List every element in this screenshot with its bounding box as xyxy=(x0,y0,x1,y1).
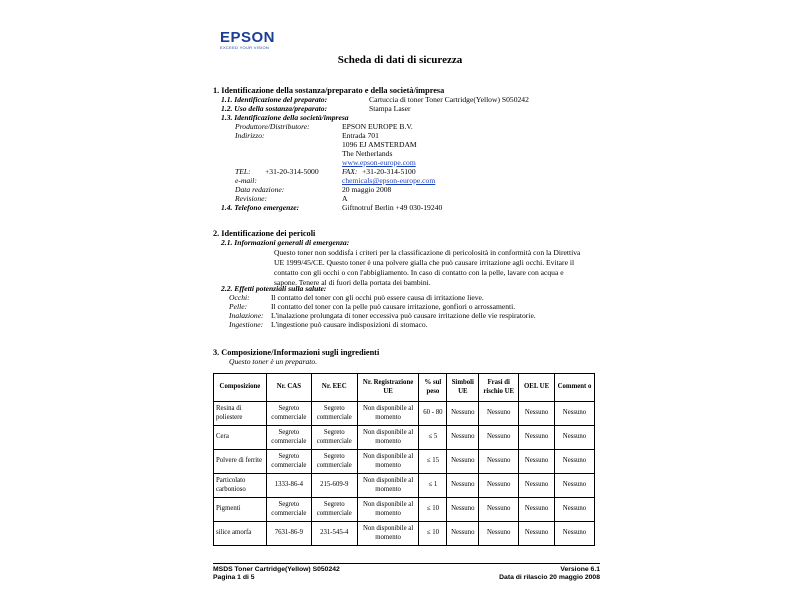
s12-value: Stampa Laser xyxy=(369,104,411,113)
table-cell: Nessuno xyxy=(479,402,519,426)
table-cell: Segreto commerciale xyxy=(311,402,357,426)
table-cell: Non disponibile al momento xyxy=(357,498,419,522)
section3-subtitle: Questo toner è un preparato. xyxy=(229,357,318,366)
section2-heading: 2. Identificazione dei pericoli xyxy=(213,229,316,238)
table-cell: Nessuno xyxy=(447,450,479,474)
table-row xyxy=(214,450,595,474)
table-cell: ≤ 1 xyxy=(419,474,447,498)
table-row xyxy=(214,498,595,522)
effect-skin-text: Il contatto del toner con la pelle può causare irritazione, gonfiori o arrossamenti. xyxy=(271,302,516,311)
table-cell: Pigmenti xyxy=(214,498,267,522)
table-cell: Nessuno xyxy=(519,450,555,474)
header-cell: Nr. Registrazione UE xyxy=(357,374,419,402)
table-cell: Nessuno xyxy=(555,498,595,522)
table-cell: ≤ 10 xyxy=(419,498,447,522)
fax-value: +31-20-314-5100 xyxy=(362,167,416,176)
table-cell: Non disponibile al momento xyxy=(357,426,419,450)
table-cell: Nessuno xyxy=(447,498,479,522)
address-line-3: The Netherlands xyxy=(342,149,393,158)
table-cell: Nessuno xyxy=(519,426,555,450)
s14-label: 1.4. Telefono emergenze: xyxy=(221,203,300,212)
table-cell: Non disponibile al momento xyxy=(357,474,419,498)
table-cell: Nessuno xyxy=(479,498,519,522)
producer-label: Produttore/Distributore: xyxy=(235,122,310,131)
table-cell: Cera xyxy=(214,426,267,450)
s21-line-4: sapone. Tenere al di fuori della portata dei bambini. xyxy=(274,278,431,287)
table-cell: Nessuno xyxy=(555,402,595,426)
tel-label: TEL: xyxy=(235,167,251,176)
table-cell: Segreto commerciale xyxy=(311,426,357,450)
table-cell: Nessuno xyxy=(555,474,595,498)
table-cell: Segreto commerciale xyxy=(311,450,357,474)
s14-value: Giftnotruf Berlin +49 030-19240 xyxy=(342,203,443,212)
date-value: 20 maggio 2008 xyxy=(342,185,392,194)
table-cell: Nessuno xyxy=(519,498,555,522)
table-cell: Nessuno xyxy=(447,426,479,450)
table-cell: Segreto commerciale xyxy=(266,498,311,522)
header-cell: % sul peso xyxy=(419,374,447,402)
s21-label: 2.1. Informazioni generali di emergenza: xyxy=(221,238,350,247)
effect-ingestion-label: Ingestione: xyxy=(229,320,264,329)
table-cell: 1333-86-4 xyxy=(266,474,311,498)
effect-eyes-text: Il contatto del toner con gli occhi può essere causa di irritazione lieve. xyxy=(271,293,484,302)
composition-table xyxy=(213,373,595,546)
table-cell: Non disponibile al momento xyxy=(357,402,419,426)
table-cell: ≤ 5 xyxy=(419,426,447,450)
footer-version: Versione 6.1 xyxy=(560,566,600,573)
table-row xyxy=(214,426,595,450)
table-cell: Nessuno xyxy=(447,474,479,498)
table-cell: Nessuno xyxy=(479,474,519,498)
logo-tagline: EXCEED YOUR VISION xyxy=(220,45,270,50)
document-title: Scheda di dati di sicurezza xyxy=(337,54,463,66)
table-cell: Nessuno xyxy=(479,522,519,546)
effect-ingestion-text: L'ingestione può causare indisposizioni di stomaco. xyxy=(271,320,428,329)
table-cell: Non disponibile al momento xyxy=(357,522,419,546)
s13-label: 1.3. Identificazione della società/impresa xyxy=(221,113,349,122)
revision-label: Revisione: xyxy=(235,194,268,203)
s21-line-3: contatto con gli occhi o con l'abbigliamento. In caso di contatto con la pelle, lavare con acqua e xyxy=(274,268,564,277)
table-cell: 60 - 80 xyxy=(419,402,447,426)
s21-line-1: Questo toner non soddisfa i criteri per la classificazione di pericolosità in conformità con la Direttiva xyxy=(274,248,581,257)
table-cell: silice amorfa xyxy=(214,522,267,546)
footer-page-number: Pagina 1 di 5 xyxy=(213,574,255,581)
footer-release-date: Data di rilascio 20 maggio 2008 xyxy=(499,574,600,581)
table-cell: Nessuno xyxy=(479,426,519,450)
header-cell: Simboli UE xyxy=(447,374,479,402)
table-cell: Nessuno xyxy=(555,450,595,474)
table-cell: Nessuno xyxy=(519,522,555,546)
effect-eyes-label: Occhi: xyxy=(229,293,250,302)
email-link[interactable]: chemicals@epson-europe.com xyxy=(342,176,436,185)
revision-value: A xyxy=(342,194,348,203)
tel-value: +31-20-314-5000 xyxy=(265,167,319,176)
header-cell: OEL UE xyxy=(519,374,555,402)
header-cell: Comment o xyxy=(555,374,595,402)
section1-heading: 1. Identificazione della sostanza/preparato e della società/impresa xyxy=(213,86,445,95)
table-cell: Particolato carbonioso xyxy=(214,474,267,498)
table-cell: Segreto commerciale xyxy=(311,498,357,522)
address-line-1: Entrada 701 xyxy=(342,131,379,140)
header-cell: Composizione xyxy=(214,374,267,402)
s22-label: 2.2. Effetti potenziali sulla salute: xyxy=(221,284,327,293)
header-cell: Nr. EEC xyxy=(311,374,357,402)
header-cell: Nr. CAS xyxy=(266,374,311,402)
table-row xyxy=(214,402,595,426)
producer-value: EPSON EUROPE B.V. xyxy=(342,122,413,131)
section3-heading: 3. Composizione/Informazioni sugli ingredienti xyxy=(213,348,380,357)
table-row xyxy=(214,474,595,498)
s11-value: Cartuccia di toner Toner Cartridge(Yellow) S050242 xyxy=(369,95,529,104)
table-cell: Polvere di ferrite xyxy=(214,450,267,474)
s11-label: 1.1. Identificazione del preparato: xyxy=(221,95,328,104)
table-header-row xyxy=(214,374,595,402)
table-cell: Non disponibile al momento xyxy=(357,450,419,474)
website-link[interactable]: www.epson-europe.com xyxy=(342,158,416,167)
table-cell: Nessuno xyxy=(555,522,595,546)
table-cell: Resina di poliestere xyxy=(214,402,267,426)
table-cell: 231-545-4 xyxy=(311,522,357,546)
table-cell: ≤ 10 xyxy=(419,522,447,546)
table-cell: Nessuno xyxy=(447,522,479,546)
logo-wordmark: EPSON xyxy=(220,29,276,46)
table-cell: Segreto commerciale xyxy=(266,402,311,426)
table-row xyxy=(214,522,595,546)
table-cell: Segreto commerciale xyxy=(266,426,311,450)
footer-rule xyxy=(213,563,600,564)
s12-label: 1.2. Uso della sostanza/preparato: xyxy=(221,104,328,113)
effect-inhalation-text: L'inalazione prolungata di toner eccessiva può causare irritazione delle vie respiratorie. xyxy=(271,311,536,320)
effect-inhalation-label: Inalazione: xyxy=(229,311,264,320)
table-cell: Nessuno xyxy=(519,474,555,498)
header-cell: Frasi di rischio UE xyxy=(479,374,519,402)
epson-logo xyxy=(220,30,275,50)
s21-line-2: UE 1999/45/CE. Questo toner è una polvere gialla che può causare irritazione agli occhi. Evitare il xyxy=(274,258,575,267)
table-cell: Nessuno xyxy=(555,426,595,450)
address-label: Indirizzo: xyxy=(235,131,265,140)
table-cell: Nessuno xyxy=(479,450,519,474)
fax-label: FAX: xyxy=(342,167,358,176)
table-cell: ≤ 15 xyxy=(419,450,447,474)
table-cell: Segreto commerciale xyxy=(266,450,311,474)
table-cell: Nessuno xyxy=(519,402,555,426)
table-cell: 7631-86-9 xyxy=(266,522,311,546)
table-cell: 215-609-9 xyxy=(311,474,357,498)
email-label: e-mail: xyxy=(235,176,257,185)
effect-skin-label: Pelle: xyxy=(229,302,248,311)
address-line-2: 1096 EJ AMSTERDAM xyxy=(342,140,417,149)
date-label: Data redazione: xyxy=(235,185,285,194)
table-cell: Nessuno xyxy=(447,402,479,426)
footer-doc-id: MSDS Toner Cartridge(Yellow) S050242 xyxy=(213,566,340,573)
